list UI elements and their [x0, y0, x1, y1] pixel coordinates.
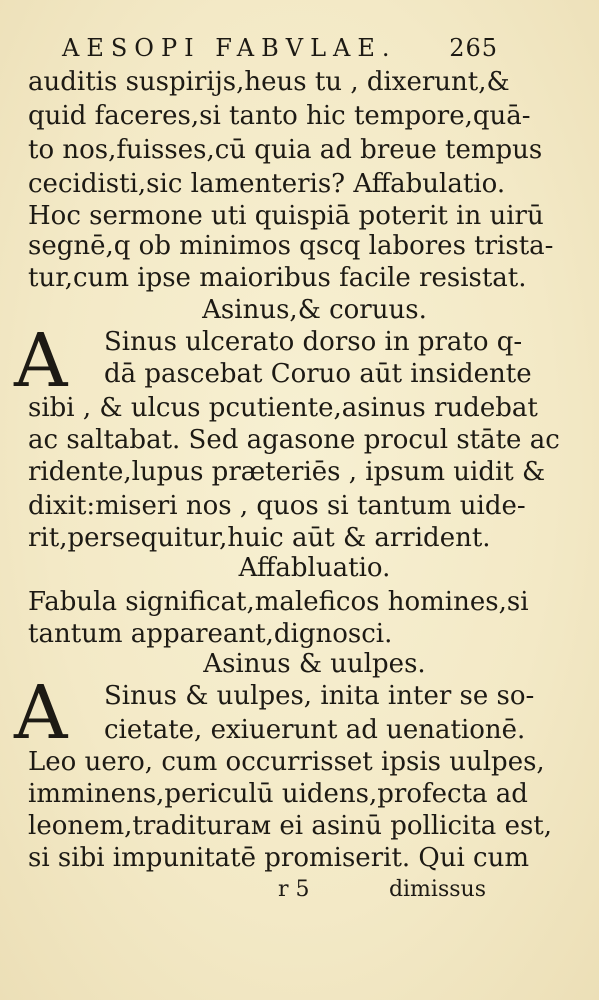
text-line: tantum appareant,dignosci.: [28, 619, 393, 649]
text-line: Hoc sermone uti quispiā poterit in uirū: [28, 201, 544, 231]
fable-heading: Asinus & uulpes.: [203, 649, 426, 679]
drop-cap: A: [14, 318, 68, 404]
page-header: [62, 30, 498, 70]
signature-mark: r 5: [278, 877, 310, 902]
text-line: to nos,fuisses,cū quia ad breue tempus: [28, 135, 543, 165]
text-line: cecidisti,sic lamenteris? Affabulatio.: [28, 169, 506, 199]
text-line: Leo uero, cum occurrisset ipsis uulpes,: [28, 747, 545, 777]
text-line: Sinus & uulpes, inita inter se so-: [104, 681, 535, 711]
text-line: si sibi impunitatē promiserit. Qui cum: [28, 843, 530, 873]
text-line: dixit:miseri nos , quos si tantum uide-: [28, 491, 526, 521]
drop-cap: A: [14, 670, 68, 756]
text-line: auditis suspirijs,heus tu , dixerunt,&: [28, 67, 510, 97]
text-line: segnē,q ob minimos qscq labores trista-: [28, 231, 554, 261]
running-head: AESOPI FABVLAE.: [62, 34, 397, 62]
text-line: rit,persequitur,huic aūt & arrident.: [28, 523, 491, 553]
text-line: imminens,periculū uidens,profecta ad: [28, 779, 528, 809]
catchword: dimissus: [388, 877, 486, 902]
text-line: leonem,traditurам ei asinū pollicita est,: [28, 811, 553, 841]
text-line: dā pascebat Coruo aūt insidente: [104, 359, 532, 389]
text-line: ridente,lupus præteriēs , ipsum uidit &: [28, 457, 546, 487]
page-number: 265: [449, 34, 498, 62]
fable-heading: Asinus,& coruus.: [202, 295, 427, 325]
text-line: cietate, exiuerunt ad uenationē.: [104, 715, 526, 745]
text-line: sibi , & ulcus pcutiente,asinus rudebat: [28, 393, 538, 423]
text-line: tur,cum ipse maioribus facile resistat.: [28, 263, 527, 293]
moral-heading: Affabluatio.: [238, 553, 391, 583]
text-line: Fabula significat,maleficos homines,si: [28, 587, 529, 617]
text-line: ac saltabat. Sed agasone procul stāte ac: [28, 425, 560, 455]
text-line: quid faceres,si tanto hic tempore,quā-: [28, 101, 531, 131]
text-line: Sinus ulcerato dorso in prato q-: [104, 327, 523, 357]
